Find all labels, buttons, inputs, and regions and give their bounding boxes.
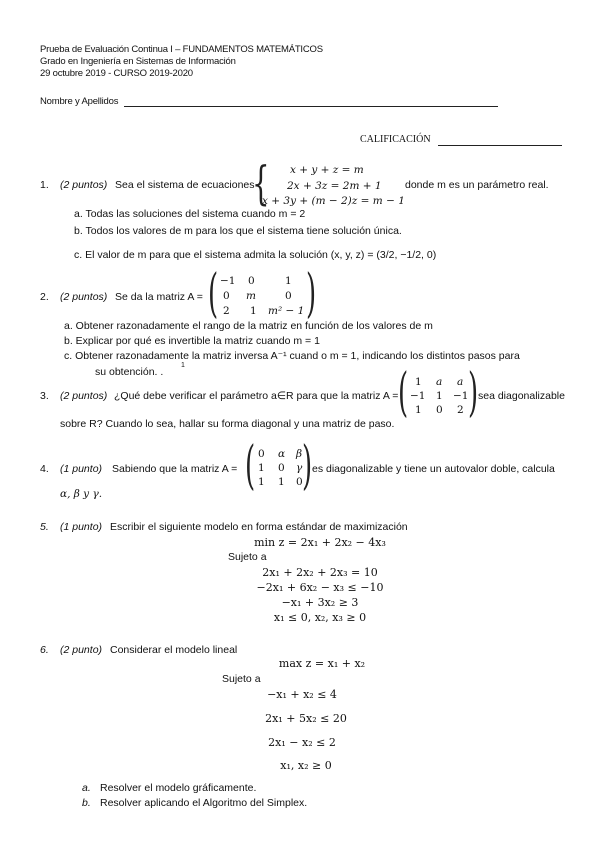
q5-subject: Sujeto a — [228, 551, 267, 563]
q4-matrix-lparen: ( — [245, 436, 256, 496]
q3-m-0-1: a — [436, 376, 443, 388]
grade-field-line[interactable] — [438, 145, 562, 146]
q3-m-2-1: 0 — [436, 404, 443, 416]
header-line-3: 29 octubre 2019 - CURSO 2019-2020 — [40, 68, 193, 79]
q6-item-a-label: a. — [82, 782, 91, 794]
q5-intro: Escribir el siguiente modelo en forma estándar de maximización — [110, 521, 408, 533]
q3-points: (2 puntos) — [60, 390, 108, 402]
q6-number: 6. — [40, 644, 49, 656]
q6-constraint-2: 2x₁ + 5x₂ ≤ 20 — [265, 712, 347, 725]
q4-number: 4. — [40, 463, 49, 475]
q6-subject: Sujeto a — [222, 673, 261, 685]
q1-eq2: 2x + 3z = 2m + 1 — [287, 180, 382, 192]
header-line-2: Grado en Ingeniería en Sistemas de Información — [40, 56, 236, 67]
q4-m-2-2: 0 — [296, 476, 303, 488]
q4-tail: es diagonalizable y tiene un autovalor doble, calcula — [312, 463, 555, 475]
q3-m-0-2: a — [457, 376, 464, 388]
q4-m-1-1: 0 — [278, 462, 285, 474]
q4-intro: Sabiendo que la matriz A = — [112, 463, 238, 475]
q2-m-0-1: 0 — [248, 275, 255, 287]
q2-points: (2 puntos) — [60, 291, 108, 303]
name-label: Nombre y Apellidos — [40, 96, 119, 107]
q3-m-0-0: 1 — [415, 376, 422, 388]
q3-m-2-2: 2 — [457, 404, 464, 416]
q5-objective: min z = 2x₁ + 2x₂ − 4x₃ — [254, 536, 386, 549]
q2-matrix — [220, 275, 310, 321]
q1-eq1: x + y + z = m — [290, 164, 364, 176]
q3-m-1-1: 1 — [436, 390, 443, 402]
q4-m-0-0: 0 — [258, 448, 265, 460]
q2-matrix-rparen: ) — [306, 264, 317, 324]
q1-item-b: b. Todos los valores de m para los que el sistema tiene solución única. — [74, 225, 402, 237]
q4-m-1-2: γ — [296, 462, 303, 474]
q6-item-b-label: b. — [82, 797, 91, 809]
q4-matrix-rparen: ) — [302, 436, 313, 496]
q1-number: 1. — [40, 179, 49, 191]
q4-m-0-1: α — [278, 448, 286, 460]
footnote-mark: 1 — [181, 362, 185, 369]
q5-constraint-2: −2x₁ + 6x₂ − x₃ ≤ −10 — [256, 581, 384, 594]
q6-item-a: Resolver el modelo gráficamente. — [100, 782, 257, 794]
q3-number: 3. — [40, 390, 49, 402]
q2-item-b: b. Explicar por qué es invertible la matriz cuando m = 1 — [64, 335, 320, 347]
q3-line2: sobre R? Cuando lo sea, hallar su forma diagonal y una matriz de paso. — [60, 418, 395, 430]
q4-m-2-1: 1 — [278, 476, 285, 488]
q3-tail: sea diagonalizable — [478, 390, 565, 402]
q6-objective: max z = x₁ + x₂ — [278, 657, 366, 670]
q3-matrix-lparen: ( — [398, 363, 409, 423]
q2-m-2-1: 1 — [250, 305, 257, 317]
q4-m-1-0: 1 — [258, 462, 265, 474]
q6-item-b: Resolver aplicando el Algoritmo del Simplex. — [100, 797, 308, 809]
q3-matrix — [410, 376, 472, 422]
q5-constraint-4: x₁ ≤ 0, x₂, x₃ ≥ 0 — [273, 611, 367, 624]
q2-m-1-1: m — [246, 290, 256, 302]
q4-line2: α, β y γ. — [60, 488, 103, 500]
q3-matrix-rparen: ) — [468, 363, 479, 423]
q4-m-0-2: β — [296, 448, 303, 460]
q6-constraint-3: 2x₁ − x₂ ≤ 2 — [268, 736, 336, 749]
q1-eq3: x + 3y + (m − 2)z = m − 1 — [262, 195, 405, 207]
q2-matrix-lparen: ( — [208, 264, 219, 324]
q2-m-2-2: m² − 1 — [268, 305, 305, 317]
q1-item-c: c. El valor de m para que el sistema admita la solución (x, y, z) = (3/2, −1/2, 0) — [74, 249, 437, 261]
q1-system-brace: { — [252, 156, 270, 210]
q2-item-c: c. Obtener razonadamente la matriz inversa A⁻¹ cuand o m = 1, indicando los distintos pasos para — [64, 350, 520, 362]
q1-intro: Sea el sistema de ecuaciones — [115, 179, 255, 191]
q5-points: (1 punto) — [60, 521, 103, 533]
name-field-line[interactable] — [124, 106, 498, 107]
q2-m-2-0: 2 — [223, 305, 230, 317]
q3-m-1-2: −1 — [453, 390, 469, 402]
grade-label: CALIFICACIÓN — [360, 134, 431, 145]
q2-m-0-2: 1 — [285, 275, 292, 287]
q6-points: (2 punto) — [60, 644, 103, 656]
q6-constraint-4: x₁, x₂ ≥ 0 — [280, 759, 332, 772]
q3-m-1-0: −1 — [410, 390, 426, 402]
q2-m-1-2: 0 — [285, 290, 292, 302]
q5-constraint-1: 2x₁ + 2x₂ + 2x₃ = 10 — [262, 566, 378, 579]
q6-constraint-1: −x₁ + x₂ ≤ 4 — [267, 688, 337, 701]
header-line-1: Prueba de Evaluación Continua I – FUNDAMENTOS MATEMÁTICOS — [40, 44, 323, 55]
q2-m-1-0: 0 — [223, 290, 230, 302]
q2-item-c-cont: su obtención. . — [95, 366, 164, 378]
q2-intro: Se da la matriz A = — [115, 291, 203, 303]
q1-item-a: a. Todas las soluciones del sistema cuando m = 2 — [74, 208, 306, 220]
q5-number: 5. — [40, 521, 49, 533]
q1-tail: donde m es un parámetro real. — [405, 179, 549, 191]
q2-number: 2. — [40, 291, 49, 303]
q3-m-2-0: 1 — [415, 404, 422, 416]
q1-points: (2 puntos) — [60, 179, 108, 191]
q4-points: (1 punto) — [60, 463, 103, 475]
q5-constraint-3: −x₁ + 3x₂ ≥ 3 — [281, 596, 359, 609]
q6-intro: Considerar el modelo lineal — [110, 644, 238, 656]
q2-item-a: a. Obtener razonadamente el rango de la matriz en función de los valores de m — [64, 320, 433, 332]
q3-intro: ¿Qué debe verificar el parámetro a∈R para que la matriz A = — [114, 390, 399, 402]
q2-m-0-0: −1 — [220, 275, 236, 287]
q4-m-2-0: 1 — [258, 476, 265, 488]
